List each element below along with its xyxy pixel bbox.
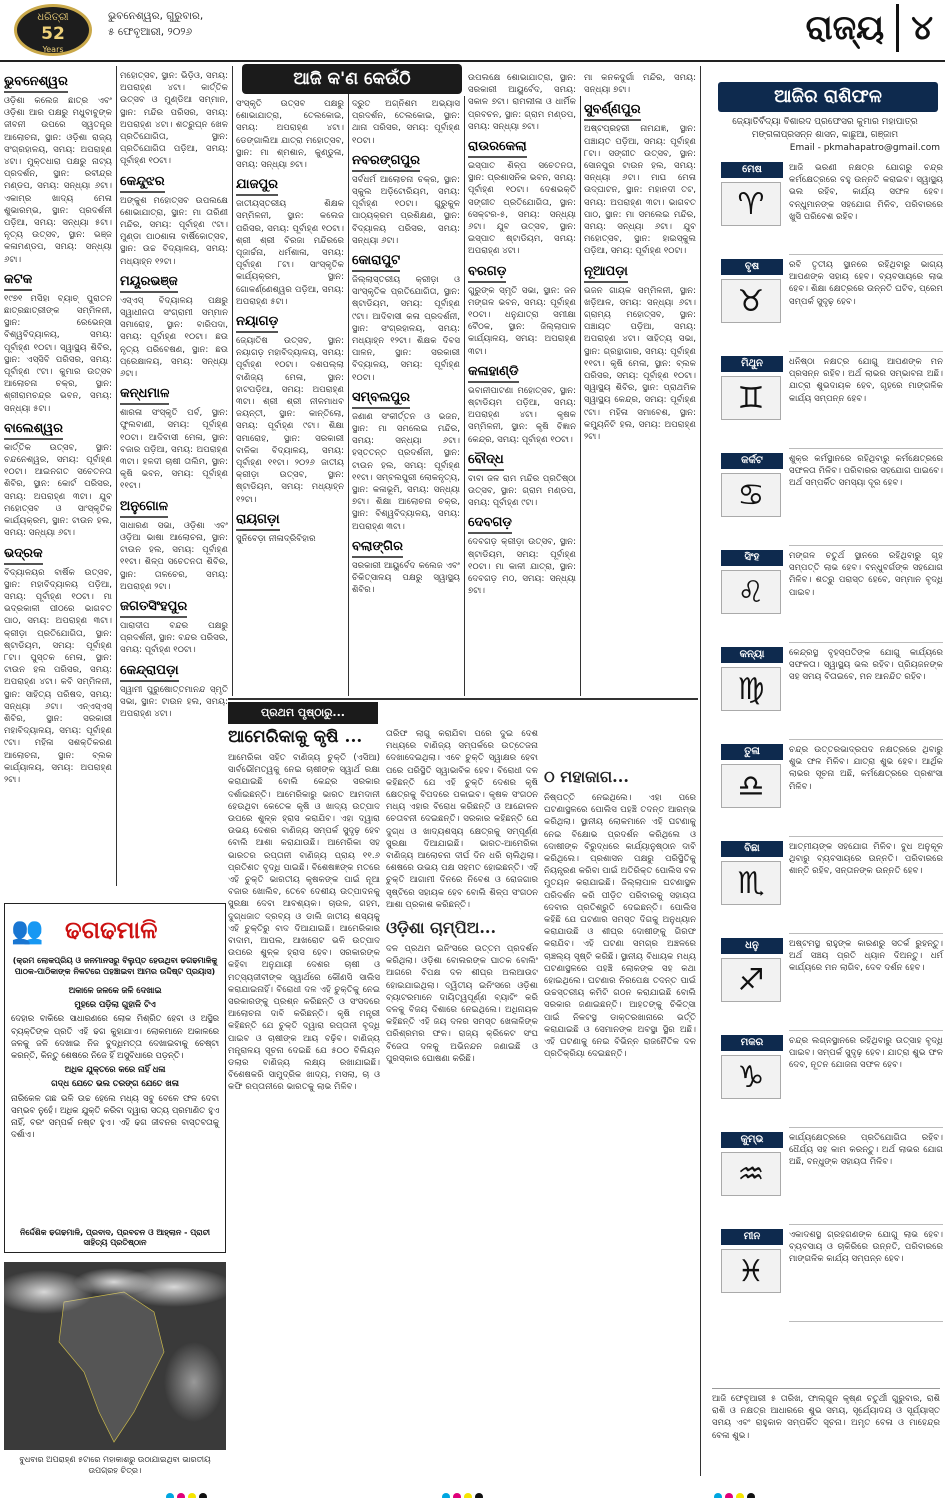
column-rule [580, 96, 581, 696]
rashi-block [705, 162, 943, 255]
astrologer-byline: ଜ୍ୟୋତିର୍ବିଦ୍ୟା ବିଶାରଦ ପ୍ରଫେସର କୁମାର ମହାପାତ୍ର ମଙ୍ଗଳାପ୍ରସନ୍ନ ଶାସନ, କାଛୁଆ, ଗଞ୍ଜାମ Email - pkmahapatro@gmail.com [706, 116, 944, 155]
event-listing: ଦେବଗଡ଼ କ୍ରୀଡ଼ା ଉତ୍ସବ, ସ୍ଥାନ: ଷ୍ଟାଡିୟମ, ସମୟ: ପୂର୍ବାହ୍ଣ ୧୦ଟା। ମା କାଳୀ ଯାତ୍ରା, ସ୍ଥାନ: ଦେବଗଡ଼ ମଠ, ସମୟ: ସନ୍ଧ୍ୟା ୭ଟା। [468, 537, 576, 597]
rashi-name: ସିଂହ [721, 550, 783, 566]
article-column-1 [228, 752, 380, 1476]
city-heading: କଟକ [4, 270, 32, 291]
events-banner: ଆଜି କ'ଣ କେଉଁଠି [242, 64, 462, 94]
city-heading: ମୟୂରଭଞ୍ଜ [120, 272, 178, 293]
city-heading: ନୟାଗଡ଼ [236, 312, 278, 333]
column-rule [348, 66, 349, 696]
astrologer-email: Email - pkmahapatro@gmail.com [789, 143, 940, 153]
article-body: ଆମେରିକା ସହିତ ବାଣିଜ୍ୟ ଚୁକ୍ତି (ଏସିଆ) ସାର୍ବଭୌମତ୍ୱକୁ ନେଇ ଚାଷୀଙ୍କ ସ୍ୱାର୍ଥ ରକ୍ଷା କରାଯାଇଛି ବୋଲି କେନ୍ଦ୍ର ସରକାର ଦର୍ଶାଇଛନ୍ତି। ଆମେରିକାରୁ ଭାରତ ଆମଦାନୀ ହେଉଥିବା କେତେକ କୃଷି ଓ ଖାଦ୍ୟ ଉତ୍ପାଦ ଉପରେ ଶୁଳ୍କ ହ୍ରାସ କରାଯିବ। ଏହା ଦ୍ୱାରା ଉଭୟ ଦେଶର ବାଣିଜ୍ୟ ସମ୍ପର୍କ ସୁଦୃଢ଼ ହେବ ବୋଲି ଆଶା କରାଯାଉଛି। ଆମେରିକା ସହ ଭାରତର ରପ୍ତାନୀ ବାଣିଜ୍ୟ ପ୍ରାୟ ୧୧.୬ ପ୍ରତିଶତ ବୃଦ୍ଧି ପାଇଛି। ବିଶେଷଜ୍ଞଙ୍କ ମତରେ ଏହି ଚୁକ୍ତି ଭାରତୀୟ କୃଷକଙ୍କ ପାଇଁ ନୂଆ ବଜାର ଖୋଲିବ, ତେବେ ଦେଶୀୟ ଉତ୍ପାଦନକୁ ସୁରକ୍ଷା ଦେବା ଆବଶ୍ୟକ। ଚାଉଳ, ଗହମ, ଦୁଗ୍ଧଜାତ ଦ୍ରବ୍ୟ ଓ ଡାଲି ଜାତୀୟ ଶସ୍ୟକୁ ଏହି ଚୁକ୍ତିରୁ ବାଦ ଦିଆଯାଇଛି। ଆମେରିକାର ବାଦାମ, ଆପଲ, ଆଖରୋଟ ଭଳି ଉତ୍ପାଦ ଉପରେ ଶୁଳ୍କ ହ୍ରାସ ହେବ। ସରକାରଙ୍କ କହିବା ଅନୁଯାୟୀ ଦେଶର ଚାଷୀ ଓ ମତ୍ସ୍ୟଜୀବୀଙ୍କ ସ୍ୱାର୍ଥରେ କୌଣସି ସାଲିସ କରାଯାଇନାହିଁ। ବିରୋଧୀ ଦଳ ଏହି ଚୁକ୍ତିକୁ ନେଇ ସରକାରଙ୍କୁ ପ୍ରଶ୍ନ କରିଛନ୍ତି ଓ ସଂସଦରେ ଆଲୋଚନା ଦାବି କରିଛନ୍ତି। କୃଷି ମନ୍ତ୍ରୀ କହିଛନ୍ତି ଯେ ଚୁକ୍ତି ଦ୍ୱାରା ରପ୍ତାନୀ ବୃଦ୍ଧି ପାଇବ ଓ ଚାଷୀଙ୍କ ଆୟ ବଢ଼ିବ। ବାଣିଜ୍ୟ ମନ୍ତ୍ରାଳୟ ସୂଚନା ଦେଇଛି ଯେ ୫୦୦ ବିଲିୟନ ଡଲାର ବାଣିଜ୍ୟ ଲକ୍ଷ୍ୟ ରଖାଯାଇଛି। ବିଶେଷକରି ସାମୁଦ୍ରିକ ଖାଦ୍ୟ, ମସଲା, ଚା ଓ କଫି ରପ୍ତାନୀରେ ଭାରତକୁ ଲାଭ ମିଳିବ। [228, 753, 380, 1093]
column-6 [584, 72, 696, 696]
event-listing: ଜ୍ୟୋତିଷ ଉତ୍ସବ, ସ୍ଥାନ: ନୟାଗଡ଼ ମହାବିଦ୍ୟାଳୟ, ସମୟ: ପୂର୍ବାହ୍ଣ ୧୦ଟା। ଦଶପଲ୍ଲା ବାଣିଜ୍ୟ ମେଳା, ସ୍ଥାନ: ହାଟପଡ଼ିଆ, ସମୟ: ଅପରାହ୍ଣ ୩ଟା। ଶ୍ରୀ ଶ୍ରୀ ନୀଳମାଧବ ଜୟନ୍ତୀ, ସ୍ଥାନ: କାନ୍ତିଲୋ, ସମୟ: ପୂର୍ବାହ୍ଣ ୯ଟା। ଶିକ୍ଷା ସମାରୋହ, ସ୍ଥାନ: ସରକାରୀ ବାଳିକା ବିଦ୍ୟାଳୟ, ସମୟ: ପୂର୍ବାହ୍ଣ ୧୧ଟା। ୨୦୨୬ ଜାତୀୟ କ୍ରୀଡ଼ା ଉତ୍ସବ, ସ୍ଥାନ: ଷ୍ଟାଡିୟମ, ସମୟ: ମଧ୍ୟାହ୍ନ ୧୨ଟା। [236, 336, 344, 505]
rashi-name: କନ୍ୟା [721, 647, 783, 663]
dhagadhamali-box [4, 903, 226, 1253]
city-heading: ବରଗଡ଼ [468, 262, 506, 283]
column-5 [468, 72, 576, 696]
rashi-block [705, 744, 943, 837]
rashi-prediction: କେନ୍ଦ୍ରସ୍ଥ ବୃହସ୍ପତିଙ୍କ ଯୋଗୁ କାର୍ଯ୍ୟରେ ସଫଳତା। ସ୍ୱାସ୍ଥ୍ୟ ଭଲ ରହିବ। ପ୍ରିୟଜନଙ୍କ ସହ ସମୟ ବିତାଇବେ, ମନ ଆନନ୍ଦିତ ରହିବ। [789, 648, 943, 683]
rashi-block [705, 259, 943, 352]
rashi-prediction: ଅଷ୍ଟମସ୍ଥ ରାହୁଙ୍କ କାରଣରୁ ସତର୍କ ରୁହନ୍ତୁ। ଅର୍ଥ ସଞ୍ଚୟ ପ୍ରତି ଧ୍ୟାନ ଦିଅନ୍ତୁ। ଧର୍ମ କାର୍ଯ୍ୟରେ ମନ ଲାଗିବ, ଦେବ ଦର୍ଶନ ହେବ। [789, 939, 943, 974]
city-heading: କେନ୍ଦ୍ରାପଡ଼ା [120, 661, 179, 682]
rashi-divider [789, 441, 943, 449]
city-heading: ଦେବଗଡ଼ [468, 513, 512, 534]
event-listing: ଜିଲ୍ଲାସ୍ତରୀୟ କ୍ରୀଡ଼ା ଓ ସାଂସ୍କୃତିକ ପ୍ରତିଯୋଗିତା, ସ୍ଥାନ: ଷ୍ଟାଡିୟମ, ସମୟ: ପୂର୍ବାହ୍ଣ ୯ଟା। ଆଦିବାସୀ କଳା ପ୍ରଦର୍ଶନୀ, ସ୍ଥାନ: ସଂଗ୍ରହାଳୟ, ସମୟ: ମଧ୍ୟାହ୍ନ ୧୨ଟା। ଶିକ୍ଷକ ଦିବସ ପାଳନ, ସ୍ଥାନ: ସରକାରୀ ବିଦ୍ୟାଳୟ, ସମୟ: ପୂର୍ବାହ୍ଣ ୧୦ଟା। [352, 275, 460, 383]
city-heading: ବୌଦ୍ଧ [468, 450, 504, 471]
print-registration-strip [0, 1480, 945, 1498]
zodiac-icon: ♎ [721, 764, 781, 808]
column-rule [116, 66, 117, 886]
from-front-page-label: ପ୍ରଥମ ପୃଷ୍ଠାରୁ... [228, 702, 378, 724]
rashi-prediction: ଏକାଦଶସ୍ଥ ଗ୍ରହଗଣଙ୍କ ଯୋଗୁ ଲାଭ ହେବ। ବ୍ୟବସାୟ ଓ ଚାକିରିରେ ଉନ୍ନତି, ପରିବାରରେ ମାଙ୍ଗଳିକ କାର୍ଯ୍ୟ ସମ୍ପନ୍ନ ହେବ। [789, 1230, 943, 1265]
rashifal-title: ଆଜିର ରାଶିଫଳ [718, 82, 938, 112]
city-heading: କେନ୍ଦୁଝର [120, 172, 165, 193]
city-heading: ଜଗତସିଂହପୁର [120, 597, 187, 618]
panjika: ଆଜି ଫେବୃଆରୀ ୫ ତାରିଖ, ଫାଲ୍‌ଗୁନ କୃଷ୍ଣ ଚତୁର୍ଥୀ ଗୁରୁବାର, ରାଶି ରାଶି ଓ ନକ୍ଷତ୍ର ଆଧାରରେ ଶୁଭ ସମୟ, ସୂର୍ଯ୍ୟୋଦୟ ଓ ସୂର୍ଯ୍ୟାସ୍ତ ସମୟ ଏବଂ ରାହୁକାଳ ସମ୍ପର୍କିତ ସୂଚନା। ଅମୃତ ବେଳା ଓ ମାହେନ୍ଦ୍ର ବେଳା ଶୁଭ। [712, 1388, 940, 1468]
zodiac-icon: ♌ [721, 570, 781, 614]
color-registration-marks [166, 1486, 210, 1494]
section-title: ରାଜ୍ୟ ୪ [806, 4, 933, 52]
city-heading: ଭଦ୍ରକ [4, 544, 43, 565]
dhagadhamali-subtitle: (କ୍ରମ ଲୋକପ୍ରିୟ ଓ ଜନମାନସରୁ ବିଲୁପ୍ତ ହେଉଥିବା ଢଗଢମାଳିକୁ ପାଠକ-ପାଠିକାଙ୍କ ନିକଟରେ ପହଞ୍ଚାଇବା ଆମର ଉଦ୍ଦିଷ୍ଟ ପ୍ରୟାସ) [12, 956, 218, 976]
event-listing: ଜାତୀୟସ୍ତରୀୟ ଶିକ୍ଷକ ସମ୍ମିଳନୀ, ସ୍ଥାନ: କଲେଜ ପରିସର, ସମୟ: ପୂର୍ବାହ୍ଣ ୧୦ଟା। ଶ୍ରୀ ଶ୍ରୀ ବିରଜା ମନ୍ଦିରରେ ପୂଜାର୍ଚ୍ଚନା, ଧର୍ମଶାଳା, ସମୟ: ପୂର୍ବାହ୍ଣ ୮ଟା। ସାଂସ୍କୃତିକ କାର୍ଯ୍ୟକ୍ରମ, ସ୍ଥାନ: ଗୋକର୍ଣ୍ଣେଶ୍ୱର ପଡ଼ିଆ, ସମୟ: ଅପରାହ୍ଣ ୫ଟା। [236, 199, 344, 307]
rashi-name: ମୀନ [721, 1229, 783, 1245]
event-listing: ସୁନିବେଡ଼ା ନୀଳାଦ୍ରିବିହାର [236, 533, 316, 544]
rashi-block [705, 938, 943, 1031]
rashi-name: କୁମ୍ଭ [721, 1132, 783, 1148]
dhagadhamali-footer: ନିର୍ଦ୍ଦେଶିକ ଢଗଢମାଳି, ପ୍ରବାଦ, ପ୍ରବଚନ ଓ ଆହ୍ଲାନ - ପ୍ରାଚୀ ସାହିତ୍ୟ ପ୍ରତିଷ୍ଠାନ [19, 1228, 211, 1247]
event-listing: ମା କନକଦୁର୍ଗା ମନ୍ଦିର, ସମୟ: ସନ୍ଧ୍ୟା ୭ଟା। [584, 73, 696, 96]
column-1 [4, 70, 112, 896]
rashi-name: ମକର [721, 1035, 783, 1051]
zodiac-icon: ♒ [721, 1152, 781, 1196]
dhagadhamali-body: ଅକାଳେ ଜଳକେ ଜଳି ଦେଖାଇ ମୁହରେ ପଡ଼ିଲା ଗୁହାଳି ଟିଏ ଦେହାର ବାକିରେ ସାଧାରଣରେ ଲୋକ ମିଶ୍ରିତ ହେବା ଓ ଅସ୍ଥିର ବ୍ୟକ୍ତିଙ୍କ ପ୍ରତି ଏହି ଢଗ କୁହାଯାଏ। ଲୋକମାନେ ଅକାଳରେ ଜଳକୁ ଜଳି ଦେଖାଇ ନିଜ ବୁଦ୍ଧିମତ୍ତା ଦେଖାଇବାକୁ ଚେଷ୍ଟା କରନ୍ତି, କିନ୍ତୁ ଶେଷରେ ନିଜେ ହିଁ ଅସୁବିଧାରେ ପଡ଼ନ୍ତି। ଅଧିକ ଯୁକ୍ତରେ କରେ ନାହିଁ ଧଳା ଗଦ୍ଧ ଯେତେ ଭଲ ତରଙ୍ଗ ଯେତେ ଖଳା ନାରିକେଳ ଗଛ ଭଳି ଉଚ୍ଚ ହେଲେ ମଧ୍ୟ ସବୁ ବେଳେ ଫଳ ଦେବା ସମ୍ଭବ ନୁହେଁ। ଅଧିକ ଯୁକ୍ତି କରିବା ଦ୍ୱାରା ସତ୍ୟ ପ୍ରମାଣିତ ହୁଏ ନାହିଁ, ବରଂ ସମ୍ପର୍କ ନଷ୍ଟ ହୁଏ। ଏହି ଢଗ ଜୀବନର ବାସ୍ତବତାକୁ ଦର୍ଶାଏ। [11, 985, 219, 1140]
zodiac-icon: ♊ [721, 376, 781, 420]
rashi-block [705, 356, 943, 449]
article-column-2 [386, 728, 538, 1476]
rashi-prediction: ଚନ୍ଦ୍ର ଲଗ୍ନସ୍ଥାନରେ ରହିଥିବାରୁ ଉତ୍ସାହ ବୃଦ୍ଧି ପାଇବ। ସମ୍ପର୍କ ସୁଦୃଢ଼ ହେବ। ଯାତ୍ରା ଶୁଭ ଫଳ ଦେବ, ନୂତନ ଯୋଜନା ସଫଳ ହେବ। [789, 1036, 943, 1071]
article-body: ତାରିଫ ଲାଗୁ କରାଯିବା ପରେ ଦୁଇ ଦେଶ ମଧ୍ୟରେ ବାଣିଜ୍ୟ ସମ୍ପର୍କରେ ଉତ୍ତେଜନା ଦେଖାଦେଇଥିଲା। ଏବେ ଚୁକ୍ତି ସ୍ୱାକ୍ଷର ହେବା ପରେ ପରିସ୍ଥିତି ସ୍ୱାଭାବିକ ହେବ। ବିରୋଧୀ ଦଳ କହିଛନ୍ତି ଯେ ଏହି ଚୁକ୍ତି ଦେଶର କୃଷି କ୍ଷେତ୍ରକୁ ବିପଦରେ ପକାଇବ। କୃଷକ ସଂଗଠନ ମଧ୍ୟ ଏହାର ବିରୋଧ କରିଛନ୍ତି ଓ ଆନ୍ଦୋଳନ ଚେତାବନୀ ଦେଇଛନ୍ତି। ସରକାର କହିଛନ୍ତି ଯେ ଦୁଗ୍ଧ ଓ ଖାଦ୍ୟଶସ୍ୟ କ୍ଷେତ୍ରକୁ ସମ୍ପୂର୍ଣ୍ଣ ସୁରକ୍ଷା ଦିଆଯାଇଛି। ଭାରତ-ଆମେରିକା ବାଣିଜ୍ୟ ଆଲୋଚନା ଦୀର୍ଘ ଦିନ ଧରି ଚାଲିଥିଲା। ଶେଷରେ ଉଭୟ ପକ୍ଷ ସହମତ ହୋଇଛନ୍ତି। ଏହି ଚୁକ୍ତି ଆଗାମୀ ଦିନରେ ନିବେଶ ଓ ରୋଜଗାର ସୃଷ୍ଟିରେ ସହାୟକ ହେବ ବୋଲି ଶିଳ୍ପ ସଂଗଠନ ଆଶା ପ୍ରକାଶ କରିଛନ୍ତି। [386, 729, 538, 910]
rashi-prediction: ଆଜି ଭରଣୀ ନକ୍ଷତ୍ର ଯୋଗରୁ ଚନ୍ଦ୍ର କର୍ମକ୍ଷେତ୍ରରେ ବହୁ ଉନ୍ନତି କରାଇବ। ସ୍ୱାସ୍ଥ୍ୟ ଭଲ ରହିବ, କାର୍ଯ୍ୟ ସଫଳ ହେବ। ବନ୍ଧୁମାନଙ୍କ ସହଯୋଗ ମିଳିବ, ପରିବାରରେ ଖୁସି ପରିବେଶ ରହିବ। [789, 163, 943, 222]
zodiac-icon: ♐ [721, 958, 781, 1002]
event-listing: ଶାରଳା ସଂସ୍କୃତି ପର୍ବ, ସ୍ଥାନ: ଫୁଲବାଣୀ, ସମୟ: ପୂର୍ବାହ୍ଣ ୧୦ଟା। ଆଦିବାସୀ ମେଳା, ସ୍ଥାନ: ବଜାର ପଡ଼ିଆ, ସମୟ: ଅପରାହ୍ଣ ୩ଟା। ହଳଦୀ ଚାଷୀ ତାଲିମ, ସ୍ଥାନ: କୃଷି ଭବନ, ସମୟ: ପୂର୍ବାହ୍ଣ ୧୧ଟା। [120, 408, 228, 492]
city-heading: ଯାଜପୁର [236, 175, 278, 196]
city-heading: ରାୟଗଡ଼ା [236, 510, 280, 531]
article-body: ଦଳ ପ୍ରଥମ ଇନିଂସରେ ଉତ୍ତମ ପ୍ରଦର୍ଶନ କରିଥିଲା। ଓଡ଼ିଶା ବୋଲରଙ୍କ ଘାତକ ବୋଲିଂ ଆଗରେ ବିପକ୍ଷ ଦଳ ଶୀଘ୍ର ଅଲଆଉଟ ହୋଇଯାଇଥିଲା। ଦ୍ୱିତୀୟ ଇନିଂସରେ ଓଡ଼ିଶା ବ୍ୟାଟରମାନେ ଦାୟିତ୍ୱପୂର୍ଣ୍ଣ ବ୍ୟାଟିଂ କରି ଦଳକୁ ବିଜୟ ଦିଶାରେ ନେଇଥିଲେ। ଅଧିନାୟକ କହିଛନ୍ତି ଏହି ଜୟ ଦଳର ସମସ୍ତ ଖେଳାଳିଙ୍କ ପରିଶ୍ରମର ଫଳ। ରାଜ୍ୟ କ୍ରିକେଟ ସଂଘ ବିଜେତା ଦଳକୁ ଅଭିନନ୍ଦନ ଜଣାଇଛି ଓ ପୁରସ୍କାର ଘୋଷଣା କରିଛି। [386, 944, 538, 1064]
article-headline: ଆମେରିକାକୁ କୃଷି ... [228, 727, 363, 747]
city-heading: ସୁବର୍ଣ୍ଣପୁର [584, 100, 641, 121]
rashi-block [705, 453, 943, 546]
rashi-prediction: ଧନିଷ୍ଠା ନକ୍ଷତ୍ର ଯୋଗୁ ଆପଣଙ୍କ ମନ ପ୍ରସନ୍ନ ରହିବ। ଅର୍ଥ ଲାଭର ସମ୍ଭାବନା ଅଛି। ଯାତ୍ରା ଶୁଭଦାୟକ ହେବ, ଗୃହରେ ମାଙ୍ଗଳିକ କାର୍ଯ୍ୟ ସମ୍ପନ୍ନ ହେବ। [789, 357, 943, 404]
rashi-name: ତୁଳା [721, 744, 783, 760]
satellite-image [4, 1262, 226, 1450]
zodiac-icon: ♑ [721, 1055, 781, 1099]
column-rule [700, 66, 701, 1476]
rashi-divider [789, 1023, 943, 1031]
zodiac-icon: ♋ [721, 473, 781, 517]
event-listing: ମହୋତ୍ସବ, ସ୍ଥାନ: ଭିଡ଼ିଓ, ସମୟ: ଅପରାହ୍ଣ ୪ଟା। କାର୍ତ୍ତିକ ଉତ୍ସବ ଓ ମୁଣ୍ଡିଆ ସମ୍ମାନ, ସ୍ଥାନ: ମନ୍ଦିର ପରିସର, ସମୟ: ଅପରାହ୍ଣ ୪ଟା। ଶତ୍ରୁଘ୍ନ ଖେଳ ପ୍ରତିଯୋଗିତା, ସ୍ଥାନ: ପ୍ରତିଯୋଗିତା ପଡ଼ିଆ, ସମୟ: ପୂର୍ବାହ୍ଣ ୧୦ଟା। [120, 71, 228, 167]
page-number: ୪ [896, 4, 933, 52]
event-listing: ବିଦ୍ୟାଳୟର ବାର୍ଷିକ ଉତ୍ସବ, ସ୍ଥାନ: ମହାବିଦ୍ୟାଳୟ ପଡ଼ିଆ, ସମୟ: ପୂର୍ବାହ୍ଣ ୧୦ଟା। ମା ଭଦ୍ରକାଳୀ ପୀଠରେ ଭାଗବତ ପାଠ, ସମୟ: ଅପରାହ୍ଣ ୩ଟା। କ୍ରୀଡ଼ା ପ୍ରତିଯୋଗିତା, ସ୍ଥାନ: ଷ୍ଟାଡିୟମ, ସମୟ: ପୂର୍ବାହ୍ଣ ୮ଟା। ପୁସ୍ତକ ମେଳା, ସ୍ଥାନ: ଟାଉନ ହଲ ପରିସର, ସମୟ: ଅପରାହ୍ଣ ୪ଟା। କବି ସମ୍ମିଳନୀ, ସ୍ଥାନ: ସାହିତ୍ୟ ପରିଷଦ, ସମୟ: ସନ୍ଧ୍ୟା ୬ଟା। ଏନ୍‌ଏସ୍‌ଏସ୍ ଶିବିର, ସ୍ଥାନ: ସରକାରୀ ମହାବିଦ୍ୟାଳୟ, ସମୟ: ପୂର୍ବାହ୍ଣ ୯ଟା। ମହିଳା ସଶକ୍ତିକରଣ ଆଲୋଚନା, ସ୍ଥାନ: ବ୍ଲକ କାର୍ଯ୍ୟାଳୟ, ସମୟ: ଅପରାହ୍ଣ ୨ଟା। [4, 567, 112, 785]
article-headline: ଓଡ଼ିଶା ଚାମ୍ପିଅ... [386, 918, 497, 938]
city-heading: ବାଲେଶ୍ୱର [4, 419, 63, 440]
zodiac-icon: ♈ [721, 182, 781, 226]
rashi-prediction: ଚନ୍ଦ୍ର ଉତ୍ତରଭାଦ୍ରପଦ ନକ୍ଷତ୍ରରେ ଥିବାରୁ ଶୁଭ ଫଳ ମିଳିବ। ଯାତ୍ରା ଶୁଭ ହେବ। ଆର୍ଥିକ ଲାଭର ସୂଚନା ଅଛି, କର୍ମକ୍ଷେତ୍ରରେ ପ୍ରଶଂସା ମିଳିବ। [789, 745, 943, 792]
rashi-divider [789, 1120, 943, 1128]
rashi-divider [789, 1314, 943, 1322]
rashi-block [705, 550, 943, 643]
article-column-3 [544, 760, 696, 1476]
rashi-prediction: ଶୁକ୍ର କର୍ମସ୍ଥାନରେ ରହିଥିବାରୁ କର୍ମକ୍ଷେତ୍ରରେ ସଫଳତା ମିଳିବ। ପରିବାରର ସହଯୋଗ ପାଇବେ। ଅର୍ଥ ସମ୍ପର୍କିତ ସମସ୍ୟା ଦୂର ହେବ। [789, 454, 943, 489]
zodiac-icon: ♉ [721, 279, 781, 323]
column-rule [464, 96, 465, 696]
rashi-divider [789, 1217, 943, 1225]
city-heading: ରାଉରକେଲା [468, 137, 527, 158]
rashi-name: ମେଷ [721, 162, 783, 178]
event-listing: ପାରାଦୀପ ବନ୍ଦର ପକ୍ଷରୁ ପ୍ରଦର୍ଶନୀ, ସ୍ଥାନ: ବନ୍ଦର ପରିସର, ସମୟ: ପୂର୍ବାହ୍ଣ ୧୦ଟା। [120, 620, 228, 656]
rashi-divider [789, 538, 943, 546]
section-rule [228, 698, 698, 700]
city-heading: ନୂଆପଡ଼ା [584, 262, 628, 283]
rashi-prediction: କାର୍ଯ୍ୟକ୍ଷେତ୍ରରେ ପ୍ରତିଯୋଗିତା ରହିବ। ଧୈର୍ଯ୍ୟ ସହ କାମ କରନ୍ତୁ। ଅର୍ଥ ଲାଭର ଯୋଗ ଅଛି, ବନ୍ଧୁଙ୍କ ସହାୟତା ମିଳିବ। [789, 1133, 943, 1168]
rashi-divider [789, 635, 943, 643]
event-listing: ଜଣାଣ ସଂକୀର୍ତ୍ତନ ଓ ଭଜନ, ସ୍ଥାନ: ମା ସମଲେଇ ମନ୍ଦିର, ସମୟ: ସନ୍ଧ୍ୟା ୬ଟା। ହସ୍ତତନ୍ତ ପ୍ରଦର୍ଶନୀ, ସ୍ଥାନ: ଟାଉନ ହଲ, ସମୟ: ପୂର୍ବାହ୍ଣ ୧୧ଟା। ସମ୍ବଲପୁରୀ ଲୋକନୃତ୍ୟ, ସ୍ଥାନ: କଳାଭୂମି, ସମୟ: ସନ୍ଧ୍ୟା ୭ଟା। ଶିକ୍ଷା ଆଲୋଚନା ଚକ୍ର, ସ୍ଥାନ: ବିଶ୍ୱବିଦ୍ୟାଳୟ, ସମୟ: ଅପରାହ୍ଣ ୩ଟା। [352, 411, 460, 532]
event-listing: ସ୍ୱାମୀ ପୁରୁଷୋତ୍ତମାନନ୍ଦ ସ୍ମୃତି ସଭା, ସ୍ଥାନ: ଟାଉନ ହଲ, ସମୟ: ଅପରାହ୍ଣ ୪ଟା। [120, 684, 228, 719]
rashi-divider [789, 344, 943, 352]
event-listing: ସାଧାରଣ ସଭା, ଓଡ଼ିଶା ଏବଂ ଓଡ଼ିଆ ଭାଷା ଆଲୋଚନା, ସ୍ଥାନ: ଟାଉନ ହଲ, ସମୟ: ପୂର୍ବାହ୍ଣ ୧୧ଟା। ଶିଳ୍ପ ସଚେତନତା ଶିବିର, ସ୍ଥାନ: ତାଳଚେର, ସମୟ: ଅପରାହ୍ଣ ୨ଟା। [120, 520, 228, 592]
rashi-block [705, 841, 943, 934]
rashi-name: ବୃଷ [721, 259, 783, 275]
zodiac-icon: ♍ [721, 667, 781, 711]
dhagadhamali-title: ଢଗଢମାଳି [65, 915, 158, 944]
column-2 [120, 70, 228, 896]
event-listing: ସଂସ୍କୃତି ଉତ୍ସବ ପକ୍ଷରୁ ଶୋଭାଯାତ୍ରା, ତେଲକୋଇ, ସମୟ: ଅପରାହ୍ଣ ୪ଟା। ଡେଙ୍ଗାଲିଆ ଯାତ୍ରା ମହୋତ୍ସବ, ସ୍ଥାନ: ମା ଶ୍ମଶାନ, କୁଣ୍ଡୁଳା, ସମୟ: ସନ୍ଧ୍ୟା ୭ଟା। [236, 99, 344, 171]
rashi-block [705, 1132, 943, 1225]
zodiac-icon: ♏ [721, 861, 781, 905]
city-heading: ସମ୍ବଲପୁର [352, 388, 410, 409]
cartoon-faces-icon: 👥 [11, 916, 44, 946]
color-registration-marks [442, 1486, 486, 1494]
event-listing: ବାବା ଜଳ ରାମ ମନ୍ଦିର ପ୍ରତିଷ୍ଠା ଉତ୍ସବ, ସ୍ଥାନ: ଗ୍ରାମ ମଣ୍ଡପ, ସମୟ: ପୂର୍ବାହ୍ଣ ୯ଟା। [468, 473, 576, 509]
article-body: ନିଷ୍ପତ୍ତି ନେଇଥିଲେ। ଏହା ପରେ ଘଟଣାସ୍ଥଳରେ ପୋଲିସ ପହଞ୍ଚି ତଦନ୍ତ ଆରମ୍ଭ କରିଥିଲା। ସ୍ଥାନୀୟ ଲୋକମାନେ ଏହି ଘଟଣାକୁ ନେଇ ବିକ୍ଷୋଭ ପ୍ରଦର୍ଶନ କରିଥିଲେ ଓ ଦୋଷୀଙ୍କ ବିରୁଦ୍ଧରେ କାର୍ଯ୍ୟାନୁଷ୍ଠାନ ଦାବି କରିଥିଲେ। ପ୍ରଶାସନ ପକ୍ଷରୁ ପରିସ୍ଥିତିକୁ ନିୟନ୍ତ୍ରଣ କରିବା ପାଇଁ ଅତିରିକ୍ତ ପୋଲିସ ବଳ ମୁତୟନ କରାଯାଇଛି। ଜିଲ୍ଲାପାଳ ଘଟଣାସ୍ଥଳ ପରିଦର୍ଶନ କରି ପୀଡ଼ିତ ପରିବାରକୁ ସହାୟତା ଦେବାର ପ୍ରତିଶ୍ରୁତି ଦେଇଛନ୍ତି। ପୋଲିସ କହିଛି ଯେ ଘଟଣାର ସମସ୍ତ ଦିଗକୁ ଅନୁଧ୍ୟାନ କରାଯାଉଛି ଓ ଶୀଘ୍ର ଦୋଷୀଙ୍କୁ ଗିରଫ କରାଯିବ। ଏହି ଘଟଣା ସମଗ୍ର ଅଞ୍ଚଳରେ ଚାଞ୍ଚଲ୍ୟ ସୃଷ୍ଟି କରିଛି। ସ୍ଥାନୀୟ ବିଧାୟକ ମଧ୍ୟ ଘଟଣାସ୍ଥଳରେ ପହଞ୍ଚି ଲୋକଙ୍କ ସହ କଥା ହୋଇଥିଲେ। ଘଟଣାର ନିରପେକ୍ଷ ତଦନ୍ତ ପାଇଁ ଉଚ୍ଚସ୍ତରୀୟ କମିଟି ଗଠନ କରାଯାଇଛି ବୋଲି ସରକାର ଜଣାଇଛନ୍ତି। ଆହତଙ୍କୁ ଚିକିତ୍ସା ପାଇଁ ନିକଟସ୍ଥ ଡାକ୍ତରଖାନାରେ ଭର୍ତ୍ତି କରାଯାଇଛି ଓ ସେମାନଙ୍କ ଅବସ୍ଥା ସ୍ଥିର ଅଛି। ଏହି ଘଟଣାକୁ ନେଇ ବିଭିନ୍ନ ରାଜନୈତିକ ଦଳ ପ୍ରତିକ୍ରିୟା ଦେଇଛନ୍ତି। [544, 793, 696, 1060]
city-heading: ଅନୁଗୋଳ [120, 497, 168, 518]
rashi-divider [789, 732, 943, 740]
event-listing: ଦ୍ରୁତ ଅଗ୍ନିଶମ ଅଭ୍ୟାସ ପ୍ରଦର୍ଶନ, ତେଲକୋଇ, ସ୍ଥାନ: ଥାନା ପରିସର, ସମୟ: ପୂର୍ବାହ୍ଣ ୧୦ଟା। [352, 99, 460, 146]
dharitri-logo: ଧରିତ୍ରୀ 52 Years [14, 4, 92, 56]
event-listing: ଉପଲକ୍ଷେ ଶୋଭାଯାତ୍ରା, ସ୍ଥାନ: ସରକାରୀ ଆୟୁର୍ବେଦ, ସମୟ: ସକାଳ ୭ଟା। ରାମଲୀଳା ଓ ଧାର୍ମିକ ପ୍ରବଚନ, ସ୍ଥାନ: ଗ୍ରାମ ମଣ୍ଡପ, ସମୟ: ସନ୍ଧ୍ୟା ୭ଟା। [468, 73, 576, 132]
article-headline: ଠ ମହାଜାଗ... [544, 767, 629, 786]
city-heading: ଭୁବନେଶ୍ୱର [4, 72, 68, 93]
city-heading: କୋରାପୁଟ [352, 251, 400, 272]
rashi-name: କର୍କଟ [721, 453, 783, 469]
event-listing: ଇସ୍ପାତ ଶିଳ୍ପ ସଚେତନତା, ସ୍ଥାନ: ପ୍ରଶାସନିକ ଭବନ, ସମୟ: ପୂର୍ବାହ୍ଣ ୧୦ଟା। ଦେଶଭକ୍ତି ସଙ୍ଗୀତ ପ୍ରତିଯୋଗିତା, ସ୍ଥାନ: ସେକ୍ଟର-୫, ସମୟ: ସନ୍ଧ୍ୟା ୬ଟା। ଯୁବ ଉତ୍ସବ, ସ୍ଥାନ: ଇସ୍ପାତ ଷ୍ଟାଡିୟମ, ସମୟ: ଅପରାହ୍ଣ ୪ଟା। [468, 161, 576, 257]
rashi-divider [789, 247, 943, 255]
rashi-divider [789, 829, 943, 837]
satellite-caption: ବୁଧବାର ଅପରାହ୍ଣ ୫ଟାରେ ମହାକାଶରୁ ଉଠାଯାଇଥିବା ଭାରତୀୟ ଉପଗ୍ରହ ଚିତ୍ର। [19, 1455, 211, 1475]
rashi-prediction: ଆତ୍ମୀୟଙ୍କ ସହଯୋଗ ମିଳିବ। ବୁଧ ଅନୁକୂଳ ଥିବାରୁ ବ୍ୟବସାୟରେ ଉନ୍ନତି। ପରିବାରରେ ଶାନ୍ତି ରହିବ, ସନ୍ତାନଙ୍କ ଉନ୍ନତି ହେବ। [789, 842, 943, 877]
page-header [0, 0, 945, 62]
rashi-prediction: ମଙ୍ଗଳ ଚତୁର୍ଥ ସ୍ଥାନରେ ରହିଥିବାରୁ ଗୃହ ସମ୍ପତ୍ତି ଲାଭ ହେବ। ବନ୍ଧୁବର୍ଗଙ୍କ ସହଯୋଗ ମିଳିବ। ଶତ୍ରୁ ପରାସ୍ତ ହେବେ, ସମ୍ମାନ ବୃଦ୍ଧି ପାଇବ। [789, 551, 943, 598]
column-4 [352, 98, 460, 696]
event-listing: ଅଙ୍କୁଶ ମହୋତ୍ସବ ଉପଲକ୍ଷେ ଶୋଭାଯାତ୍ରା, ସ୍ଥାନ: ମା ତାରିଣୀ ମନ୍ଦିର, ସମୟ: ପୂର୍ବାହ୍ଣ ୯ଟା। ମୁଣ୍ଡା ପାଠଶାଳା ବାର୍ଷିକୋତ୍ସବ, ସ୍ଥାନ: ଉଚ୍ଚ ବିଦ୍ୟାଳୟ, ସମୟ: ମଧ୍ୟାହ୍ନ ୧୨ଟା। [120, 195, 228, 267]
rashi-name: ବିଛା [721, 841, 783, 857]
rashi-prediction: ରବି ତୃତୀୟ ସ୍ଥାନରେ ରହିଥିବାରୁ ଭାଗ୍ୟ ଆପଣଙ୍କ ସହାୟ ହେବ। ବ୍ୟବସାୟରେ ଲାଭ ହେବ। ଶିକ୍ଷା କ୍ଷେତ୍ରରେ ଉନ୍ନତି ଘଟିବ, ପ୍ରେମ ସମ୍ପର୍କ ସୁଦୃଢ଼ ହେବ। [789, 260, 943, 307]
event-listing: କାର୍ତ୍ତିକ ଉତ୍ସବ, ସ୍ଥାନ: ଚନ୍ଦନେଶ୍ୱର, ସମୟ: ପୂର୍ବାହ୍ଣ ୧୦ଟା। ଆଇନଗତ ସଚେତନତା ଶିବିର, ସ୍ଥାନ: କୋର୍ଟ ପରିସର, ସମୟ: ଅପରାହ୍ଣ ୩ଟା। ଯୁବ ମହୋତ୍ସବ ଓ ସାଂସ୍କୃତିକ କାର୍ଯ୍ୟକ୍ରମ, ସ୍ଥାନ: ଟାଉନ ହଲ, ସମୟ: ସନ୍ଧ୍ୟା ୬ଟା। [4, 442, 112, 539]
event-listing: ଭଜନ ଗାୟକ ସମ୍ମିଳନୀ, ସ୍ଥାନ: ଖଡ଼ିଆଳ, ସମୟ: ସନ୍ଧ୍ୟା ୬ଟା। ଗ୍ରାମ୍ୟ ମହୋତ୍ସବ, ସ୍ଥାନ: ପଞ୍ଚାୟତ ପଡ଼ିଆ, ସମୟ: ଅପରାହ୍ଣ ୪ଟା। ସାହିତ୍ୟ ସଭା, ସ୍ଥାନ: ଗ୍ରନ୍ଥାଗାର, ସମୟ: ପୂର୍ବାହ୍ଣ ୧୧ଟା। କୃଷି ମେଳା, ସ୍ଥାନ: ବ୍ଲକ ପରିସର, ସମୟ: ପୂର୍ବାହ୍ଣ ୧୦ଟା। ସ୍ୱାସ୍ଥ୍ୟ ଶିବିର, ସ୍ଥାନ: ପ୍ରାଥମିକ ସ୍ୱାସ୍ଥ୍ୟ କେନ୍ଦ୍ର, ସମୟ: ପୂର୍ବାହ୍ଣ ୯ଟା। ମହିଳା ସମାବେଶ, ସ୍ଥାନ: କମ୍ୟୁନିଟି ହଲ, ସମୟ: ଅପରାହ୍ଣ ୨ଟା। [584, 285, 696, 443]
event-listing: ଗୁରୁଙ୍କ ସ୍ମୃତି ସଭା, ସ୍ଥାନ: ଜନ ମଙ୍ଗଳ ଭବନ, ସମୟ: ପୂର୍ବାହ୍ଣ ୧୦ଟା। ଧନୁଯାତ୍ରା ସମୀକ୍ଷା ବୈଠକ, ସ୍ଥାନ: ଜିଲ୍ଲାପାଳ କାର୍ଯ୍ୟାଳୟ, ସମୟ: ଅପରାହ୍ଣ ୩ଟା। [468, 285, 576, 357]
event-listing: ଓଡ଼ିଶା କଲେଜ ଛାତ୍ର ଏବଂ ଓଡ଼ିଶା ଆର ପକ୍ଷରୁ ମଧୁବାବୁଙ୍କ ଜୀବନୀ ଉପରେ ସ୍ୱତନ୍ତ୍ର ଆଲୋଚନା, ସ୍ଥାନ: ଓଡ଼ିଶା ରାଜ୍ୟ ସଂଗ୍ରହାଳୟ, ସମୟ: ଅପରାହ୍ଣ ୪ଟା। ମୁକ୍ତଧାରା ପକ୍ଷରୁ ନାଟ୍ୟ ପ୍ରଦର୍ଶନ, ସ୍ଥାନ: ରବୀନ୍ଦ୍ର ମଣ୍ଡପ, ସମୟ: ସନ୍ଧ୍ୟା ୬ଟା। ଏକାମ୍ର ଖାଦ୍ୟ ମେଳା ଶୁଭାରମ୍ଭ, ସ୍ଥାନ: ପ୍ରଦର୍ଶନୀ ପଡ଼ିଆ, ସମୟ: ସନ୍ଧ୍ୟା ୫ଟା। ନୃତ୍ୟ ଉତ୍ସବ, ସ୍ଥାନ: ଭଞ୍ଜ କଳାମଣ୍ଡପ, ସମୟ: ସନ୍ଧ୍ୟା ୬ଟା। [4, 96, 112, 265]
city-heading: ବଲାଙ୍ଗିର [352, 537, 403, 558]
city-heading: ନବରଙ୍ଗପୁର [352, 151, 420, 172]
city-heading: କଳାହାଣ୍ଡି [468, 362, 519, 383]
event-listing: ସରକାରୀ ଆୟୁର୍ବେଦ କଲେଜ ଏବଂ ଚିକିତ୍ସାଳୟ ପକ୍ଷରୁ ସ୍ୱାସ୍ଥ୍ୟ ଶିବିର। [352, 560, 460, 596]
rashi-block [705, 1035, 943, 1128]
rashi-divider [789, 926, 943, 934]
column-3 [236, 98, 344, 696]
event-listing: ଭବାନୀପାଟଣା ମହୋତ୍ସବ, ସ୍ଥାନ: ଷ୍ଟାଡିୟମ ପଡ଼ିଆ, ସମୟ: ଅପରାହ୍ଣ ୪ଟା। କୃଷକ ସମ୍ମିଳନୀ, ସ୍ଥାନ: କୃଷି ବିଜ୍ଞାନ କେନ୍ଦ୍ର, ସମୟ: ପୂର୍ବାହ୍ଣ ୧୦ଟା। [468, 385, 576, 445]
rashi-block [705, 647, 943, 740]
column-rule [232, 66, 233, 696]
city-heading: କନ୍ଧମାଳ [120, 384, 169, 405]
zodiac-icon: ♓ [721, 1249, 781, 1293]
color-registration-marks [714, 1486, 758, 1494]
event-listing: ୧୯୭୧ ମସିହା ବ୍ୟାଚ୍ ପୁରାତନ ଛାତ୍ରଛାତ୍ରୀଙ୍କ ସମ୍ମିଳନୀ, ସ୍ଥାନ: ରେଭେନ୍ସା ବିଶ୍ୱବିଦ୍ୟାଳୟ, ସମୟ: ପୂର୍ବାହ୍ଣ ୧୦ଟା। ସ୍ୱାସ୍ଥ୍ୟ ଶିବିର, ସ୍ଥାନ: ଏସ୍‌ସିବି ପରିସର, ସମୟ: ପୂର୍ବାହ୍ଣ ୯ଟା। କୁମାର ଉତ୍ସବ ଆଲୋଚନା ଚକ୍ର, ସ୍ଥାନ: ଶ୍ରୀରାମଚନ୍ଦ୍ର ଭବନ, ସମୟ: ସନ୍ଧ୍ୟା ୫ଟା। [4, 293, 112, 414]
rashi-name: ମିଥୁନ [721, 356, 783, 372]
rashi-block [705, 1229, 943, 1322]
rashi-name: ଧନୁ [721, 938, 783, 954]
event-listing: ଏସ୍‌ଏସ୍ ବିଦ୍ୟାଳୟ ପକ୍ଷରୁ ସ୍ୱାଧୀନତା ସଂଗ୍ରାମୀ ସମ୍ମାନ ସମାରୋହ, ସ୍ଥାନ: ବାରିପଦା, ସମୟ: ପୂର୍ବାହ୍ଣ ୧୦ଟା। ଛଉ ନୃତ୍ୟ ପରିବେଷଣ, ସ୍ଥାନ: ଛଉ ପ୍ରେକ୍ଷାଳୟ, ସମୟ: ସନ୍ଧ୍ୟା ୬ଟା। [120, 295, 228, 380]
dateline: ଭୁବନେଶ୍ୱର, ଗୁରୁବାର, ୫ ଫେବୃଆରୀ, ୨୦୨୬ [108, 10, 204, 38]
event-listing: ସର୍ବଧର୍ମ ଆଲୋଚନା ଚକ୍ର, ସ୍ଥାନ: ସ୍କୁଲ ଅଡ଼ିଟୋରିୟମ, ସମୟ: ପୂର୍ବାହ୍ଣ ୧୦ଟା। ଗୁରୁକୁଳ ପାଠ୍ୟକ୍ରମ ପ୍ରଶିକ୍ଷଣ, ସ୍ଥାନ: ବିଦ୍ୟାଳୟ ପରିସର, ସମୟ: ସନ୍ଧ୍ୟା ୬ଟା। [352, 174, 460, 246]
event-listing: ଅଷ୍ଟପ୍ରହରୀ ନାମଯଜ୍ଞ, ସ୍ଥାନ: ପଞ୍ଚାୟତ ପଡ଼ିଆ, ସମୟ: ପୂର୍ବାହ୍ଣ ୮ଟା। ସଙ୍ଗୀତ ଉତ୍ସବ, ସ୍ଥାନ: ସୋନପୁର ଟାଉନ ହଲ, ସମୟ: ସନ୍ଧ୍ୟା ୬ଟା। ମାଘ ମେଳା ଉଦ୍‌ଘାଟନ, ସ୍ଥାନ: ମହାନଦୀ ତଟ, ସମୟ: ଅପରାହ୍ଣ ୩ଟା। ଭାଗବତ ପାଠ, ସ୍ଥାନ: ମା ସମଲେଇ ମନ୍ଦିର, ସମୟ: ସନ୍ଧ୍ୟା ୬ଟା। ଯୁବ ମହୋତ୍ସବ, ସ୍ଥାନ: ହାଇସ୍କୁଲ ପଡ଼ିଆ, ସମୟ: ପୂର୍ବାହ୍ଣ ୧୦ଟା। [584, 124, 696, 257]
